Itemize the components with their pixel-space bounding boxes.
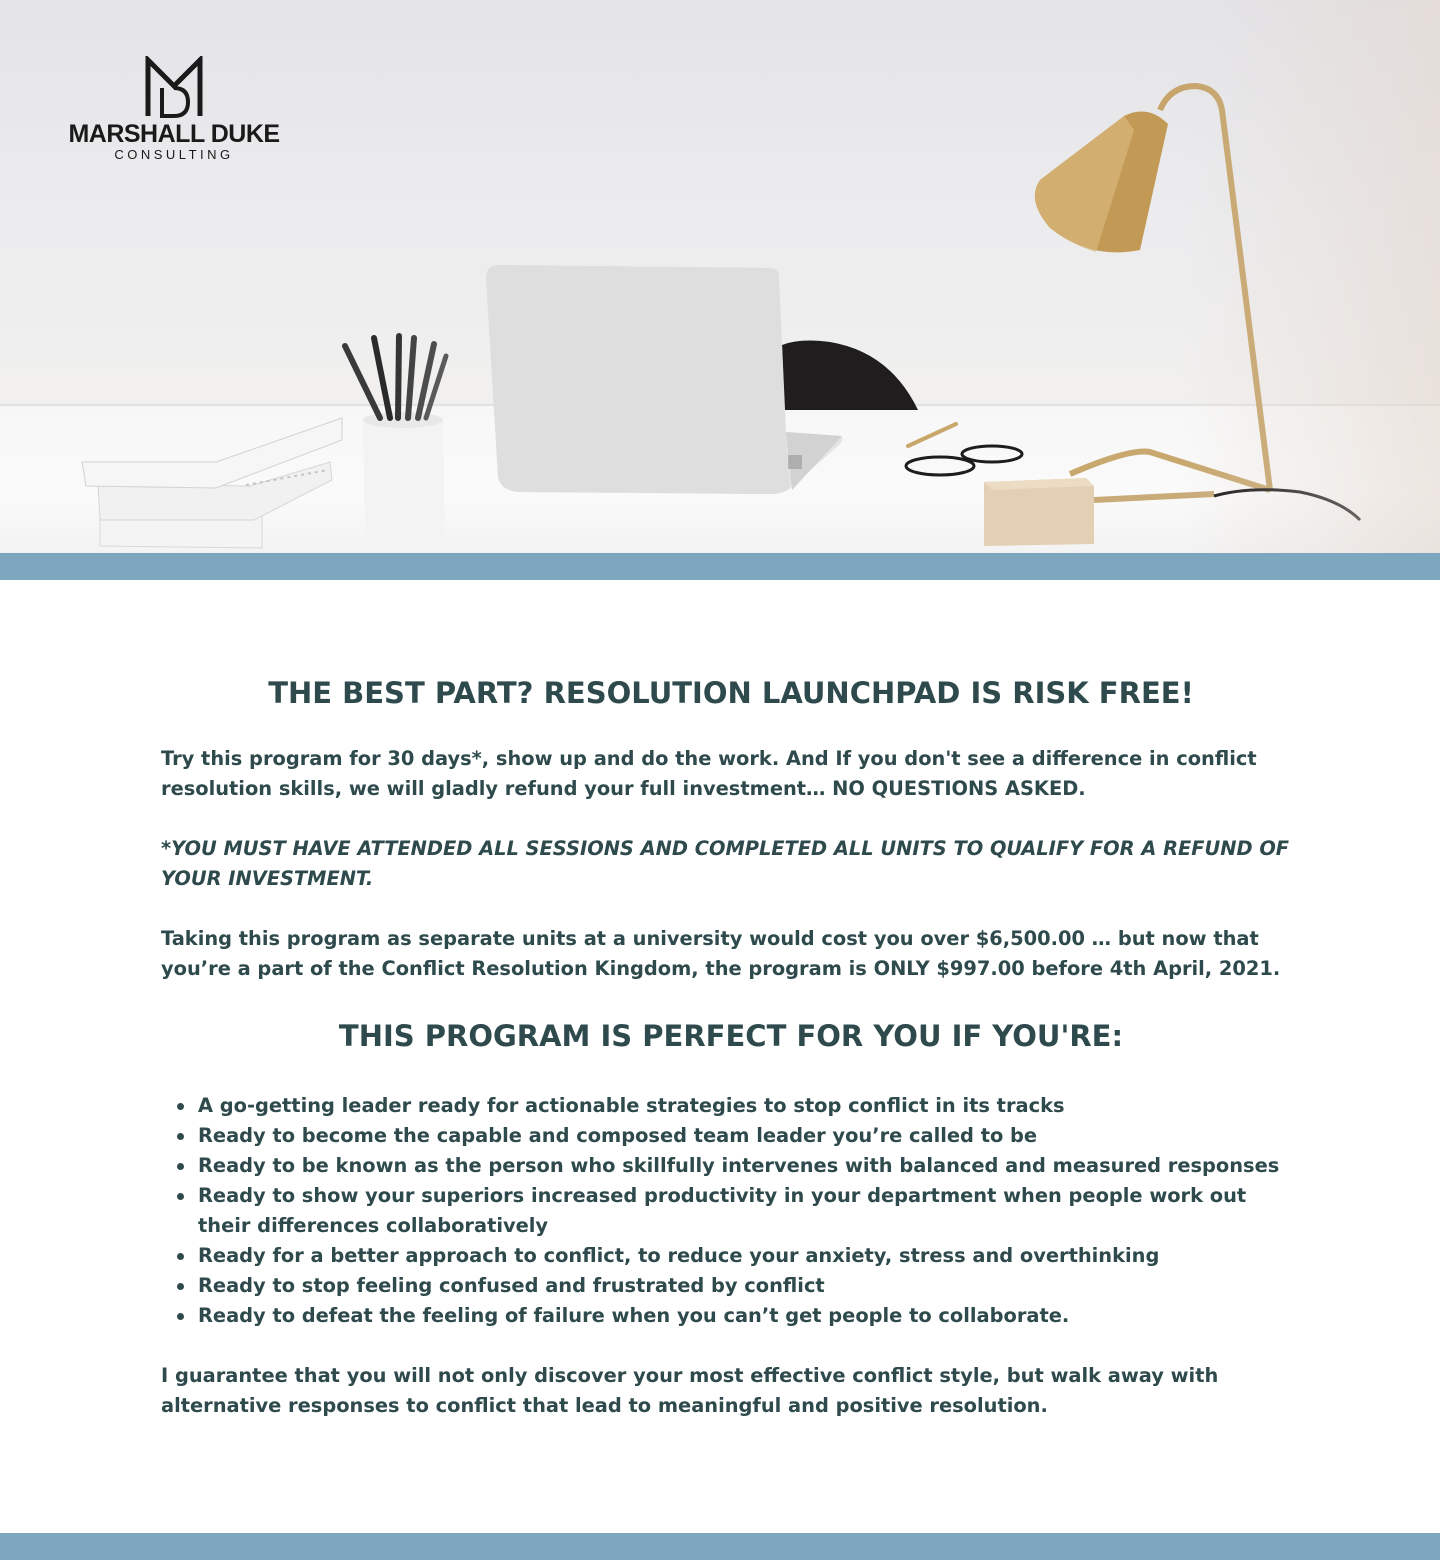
bottom-accent-band [0, 1533, 1440, 1560]
list-item: Ready to show your superiors increased productivity in your department when people work out their differences collaboratively [198, 1181, 1301, 1241]
bullet-icon [177, 1163, 184, 1170]
md-monogram-icon [144, 56, 204, 118]
brand-subtitle: CONSULTING [114, 147, 234, 162]
list-item: Ready to be known as the person who skillfully intervenes with balanced and measured responses [198, 1151, 1301, 1181]
top-accent-band [0, 553, 1440, 580]
trial-paragraph: Try this program for 30 days*, show up and do the work. And If you don't see a difference in conflict resolution skills, we will gladly refund your full investment… NO QUESTIONS ASKED. [161, 747, 1257, 800]
guarantee-paragraph: I guarantee that you will not only discover your most effective conflict style, but walk away with alternative responses to conflict that lead to meaningful and positive resolution. [161, 1364, 1219, 1417]
list-item: A go-getting leader ready for actionable strategies to stop conflict in its tracks [198, 1091, 1301, 1121]
brand-logo[interactable] [66, 56, 282, 166]
brand-name: MARSHALL DUKE [68, 120, 280, 148]
pricing-paragraph: Taking this program as separate units at a university would cost you over $6,500.00 … but now that you’re a part of the Conflict Resolution Kingdom, the program is ONLY $997.00 before 4th April, 2021. [161, 927, 1281, 980]
list-item: Ready to stop feeling confused and frustrated by conflict [198, 1271, 1301, 1301]
main-content [161, 672, 1301, 1421]
perfect-for-you-heading: THIS PROGRAM IS PERFECT FOR YOU IF YOU'RE: [338, 1019, 1124, 1053]
list-item: Ready to become the capable and composed team leader you’re called to be [198, 1121, 1301, 1151]
bullet-icon [177, 1253, 184, 1260]
bullet-icon [177, 1283, 184, 1290]
bullet-icon [177, 1133, 184, 1140]
bullet-icon [177, 1193, 184, 1200]
bullet-icon [177, 1103, 184, 1110]
refund-disclaimer: *YOU MUST HAVE ATTENDED ALL SESSIONS AND COMPLETED ALL UNITS TO QUALIFY FOR A REFUND OF YOUR INVESTMENT. [161, 837, 1290, 890]
list-item: Ready to defeat the feeling of failure when you can’t get people to collaborate. [198, 1301, 1301, 1331]
hero-image [0, 0, 1440, 553]
list-item: Ready for a better approach to conflict, to reduce your anxiety, stress and overthinking [198, 1241, 1301, 1271]
benefits-list [161, 1091, 1301, 1331]
risk-free-heading: THE BEST PART? RESOLUTION LAUNCHPAD IS RISK FREE! [268, 676, 1194, 710]
bullet-icon [177, 1313, 184, 1320]
